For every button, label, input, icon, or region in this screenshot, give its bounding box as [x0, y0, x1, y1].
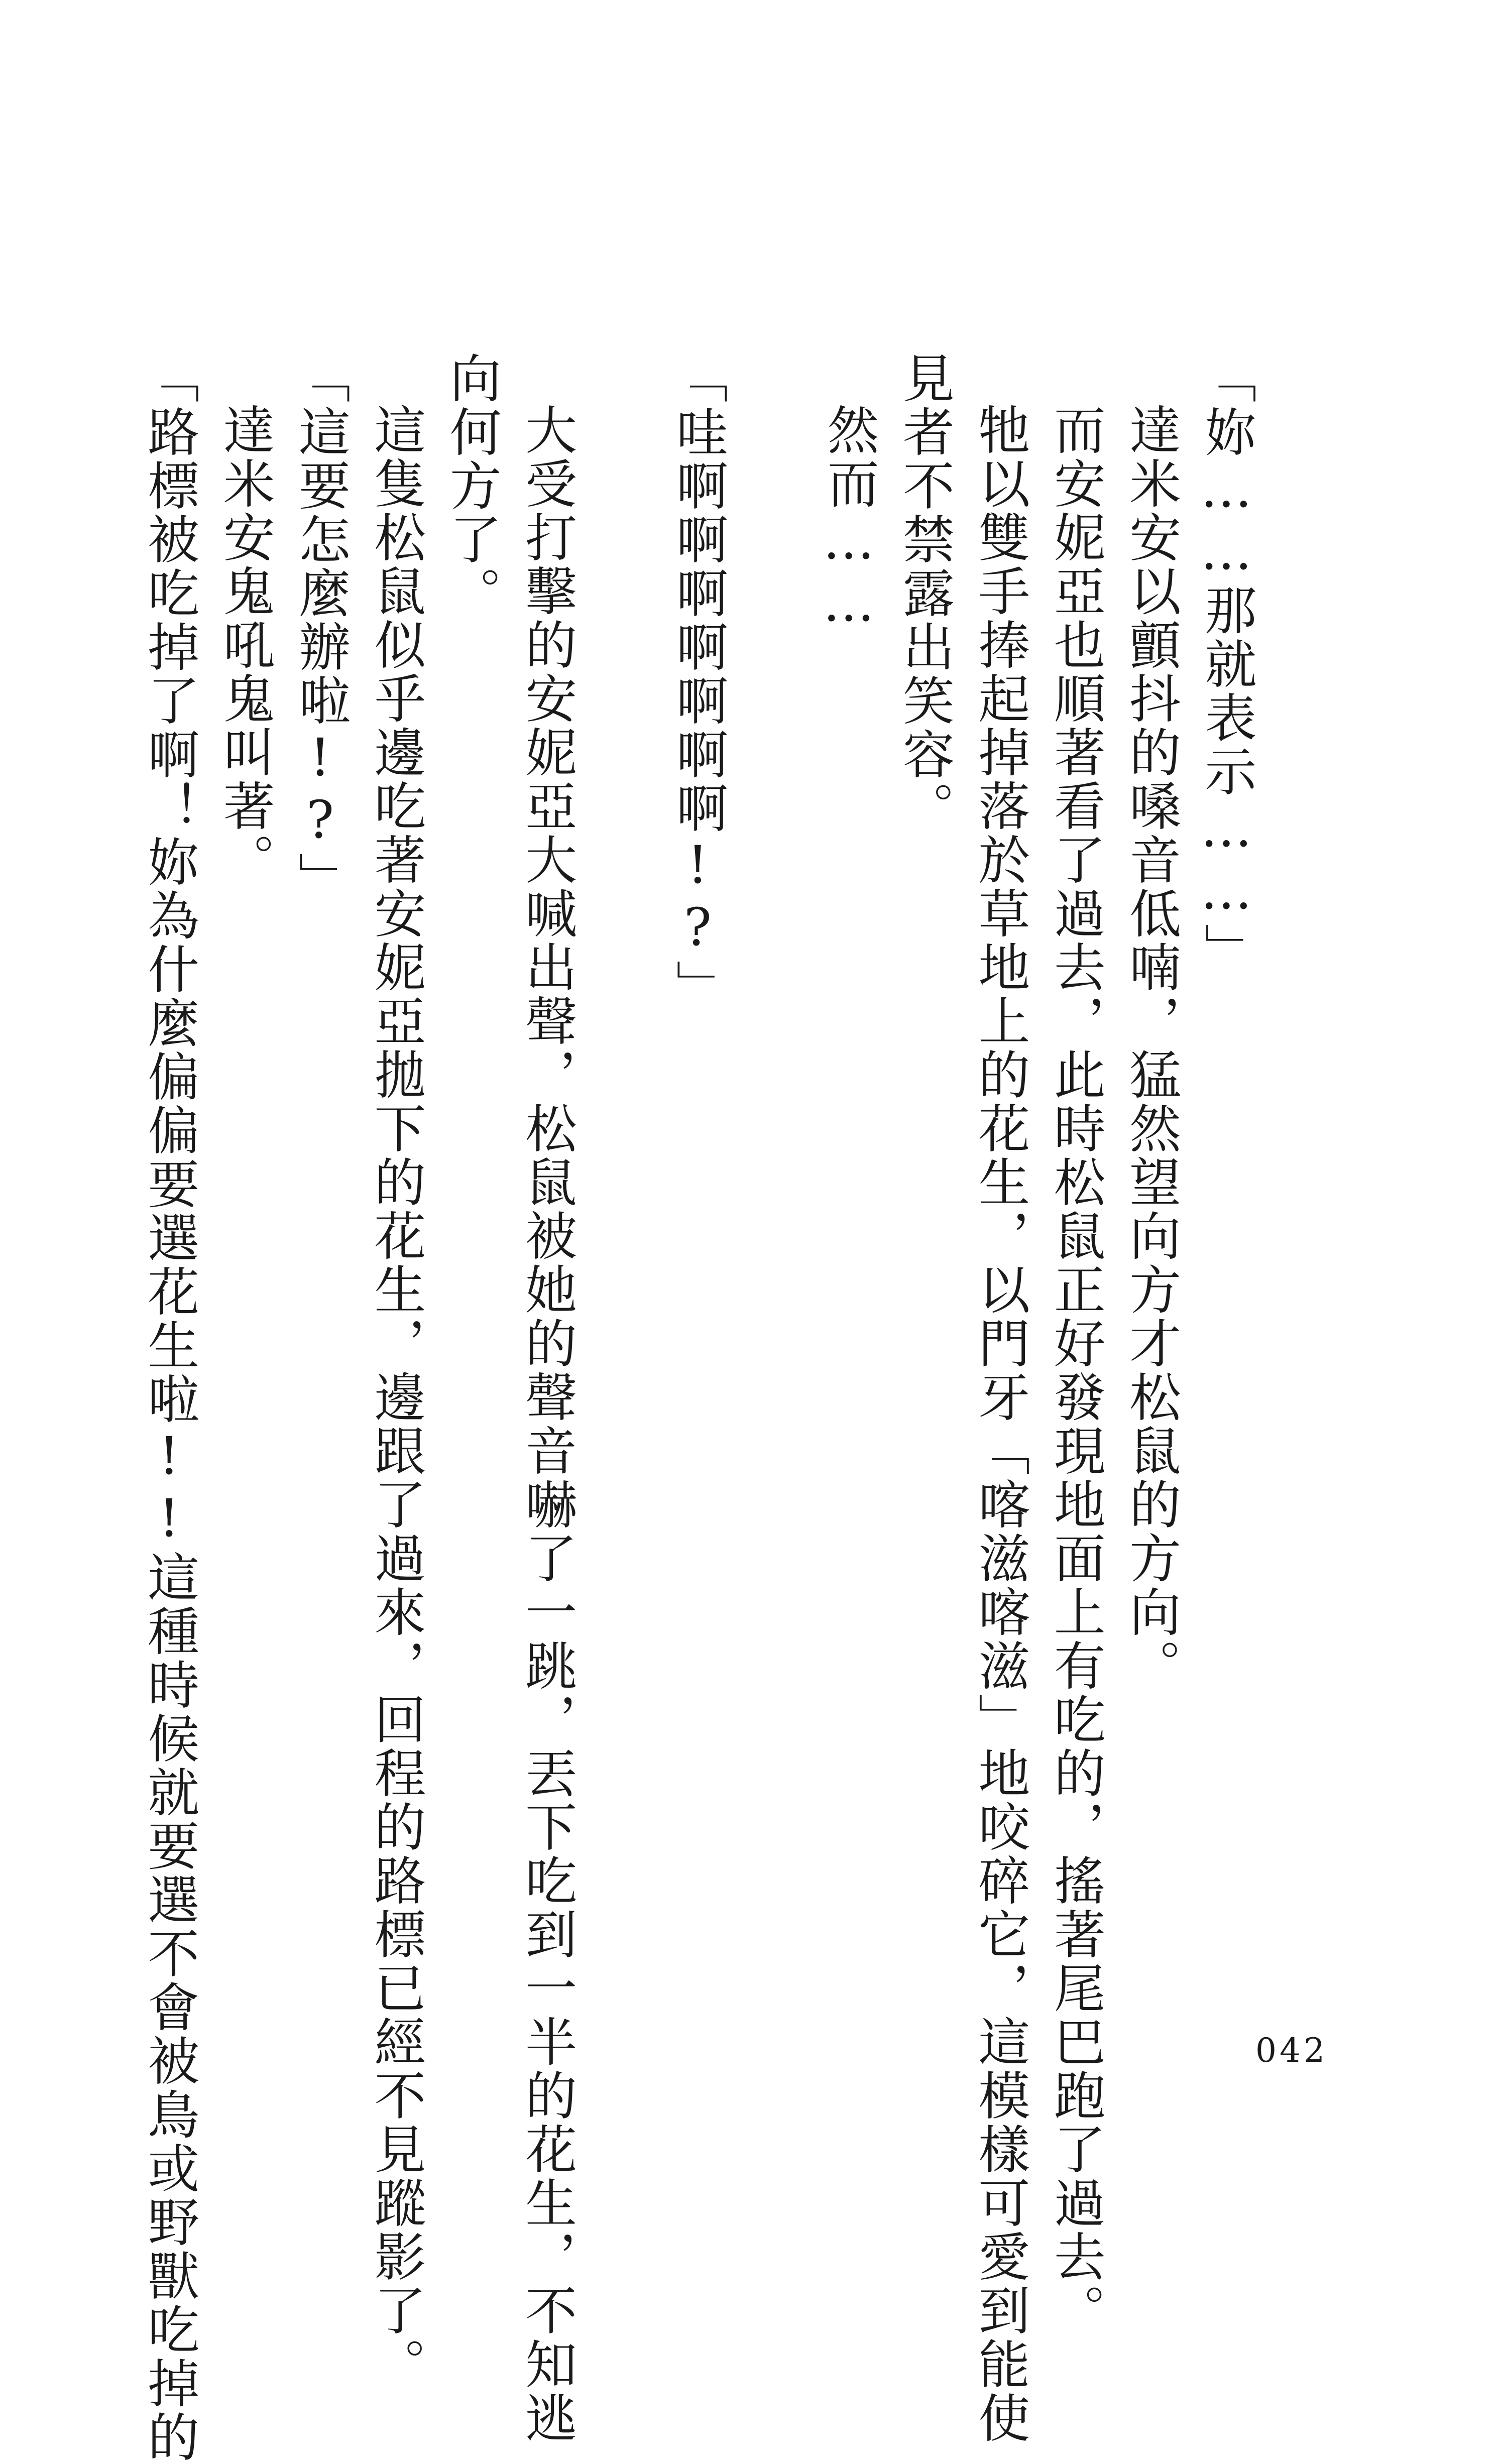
text-line-10: 這隻松鼠似乎邊吃著安妮亞拋下的花生，邊跟了過來，回程的路標已經不見蹤影了。: [365, 403, 426, 2391]
text-line-13: 「路標被吃掉了啊！妳為什麼偏偏要選花生啦!!這種時候就要選不會被鳥或野獸吃掉的: [139, 351, 199, 2464]
vertical-text-block: [139, 351, 1264, 2464]
text-line-6: 然而……: [819, 403, 879, 635]
text-line-7: 「哇啊啊啊啊啊啊啊!?」: [667, 351, 728, 1013]
text-line-4: 牠以雙手捧起掉落於草地上的花生，以門牙「喀滋喀滋」地咬碎它，這模樣可愛到能使: [969, 403, 1030, 2445]
text-line-9: 向何方了。: [441, 351, 502, 620]
text-line-12: 達米安鬼吼鬼叫著。: [214, 403, 275, 887]
text-line-5: 見者不禁露出笑容。: [894, 351, 955, 835]
page-number: 042: [1255, 2031, 1328, 2070]
text-line-2: 達米安以顫抖的嗓音低喃，猛然望向方才松鼠的方向。: [1120, 403, 1181, 1693]
blank-line: [735, 351, 811, 1883]
text-line-8: 大受打擊的安妮亞大喊出聲，松鼠被她的聲音嚇了一跳，丟下吃到一半的花生，不知逃: [516, 403, 577, 2445]
text-line-11: 「這要怎麼辦啦!?」: [290, 351, 351, 906]
blank-line: [585, 351, 660, 1883]
text-line-3: 而安妮亞也順著看了過去，此時松鼠正好發現地面上有吃的，搖著尾巴跑了過去。: [1045, 403, 1106, 2337]
text-line-1: 「妳……那就表示……」: [1196, 351, 1256, 977]
